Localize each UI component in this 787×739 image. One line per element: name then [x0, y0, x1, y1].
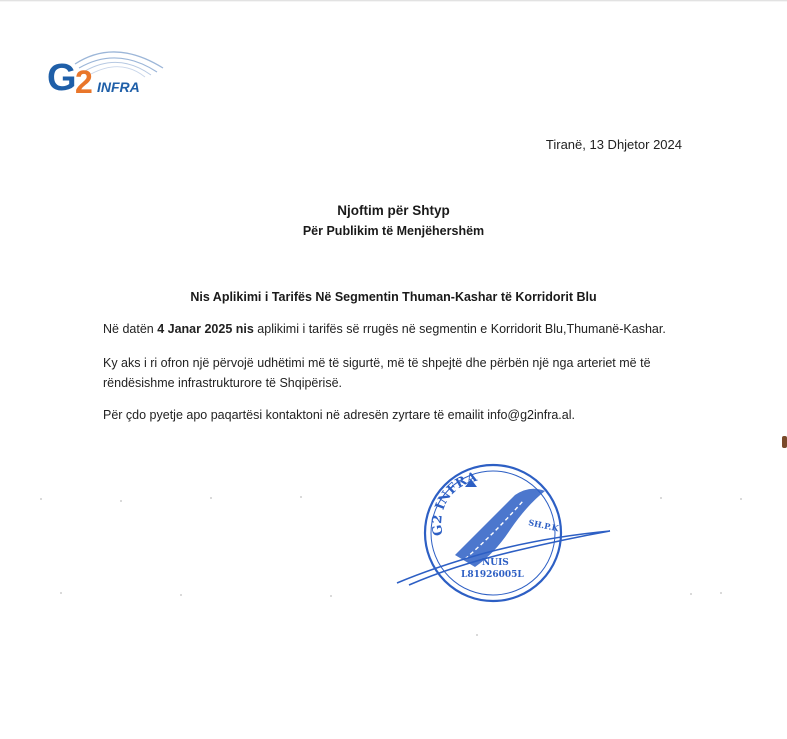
svg-text:2: 2: [75, 64, 93, 99]
letter-date: Tiranë, 13 Dhjetor 2024: [545, 137, 682, 152]
stamp-nuis-label: NUIS: [482, 558, 509, 568]
svg-text:G: G: [47, 57, 77, 99]
svg-text:INFRA: INFRA: [97, 79, 140, 95]
scan-artifact: [782, 436, 787, 448]
svg-text:G2 INFRA: G2 INFRA: [430, 469, 479, 537]
paragraph-start-date: [103, 319, 693, 339]
press-release-subtitle: Për Publikim të Menjëhershëm: [302, 224, 485, 238]
stamp-nuis-number: L81926005L: [461, 570, 524, 580]
company-stamp: [395, 455, 615, 605]
page-top-edge: [0, 0, 787, 2]
paragraph-start-prefix: Në datën: [103, 322, 158, 336]
g2-infra-logo: [45, 44, 175, 99]
stamp-company-type: SH.P.K: [527, 517, 560, 534]
paragraph-start-bold-date: 4 Janar 2025 nis: [157, 322, 254, 336]
paragraph-start-suffix: aplikimi i tarifës së rrugës në segmentin e Korridorit Blu,Thumanë-Kashar.: [253, 322, 666, 336]
press-release-headline: Nis Aplikimi i Tarifës Në Segmentin Thuman-Kashar të Korridorit Blu: [190, 290, 597, 304]
press-release-title: Njoftim për Shtyp: [337, 203, 450, 218]
paragraph-description: Ky aks i ri ofron një përvojë udhëtimi më të sigurtë, më të shpejtë dhe përbën një nga arteriet më të rëndësishme infrastrukturore të Shqipërisë.: [103, 356, 651, 390]
stamp-company-name: [430, 470, 479, 537]
paragraph-contact: Për çdo pyetje apo paqartësi kontaktoni në adresën zyrtare të emailit info@g2infra.al.: [103, 408, 575, 422]
